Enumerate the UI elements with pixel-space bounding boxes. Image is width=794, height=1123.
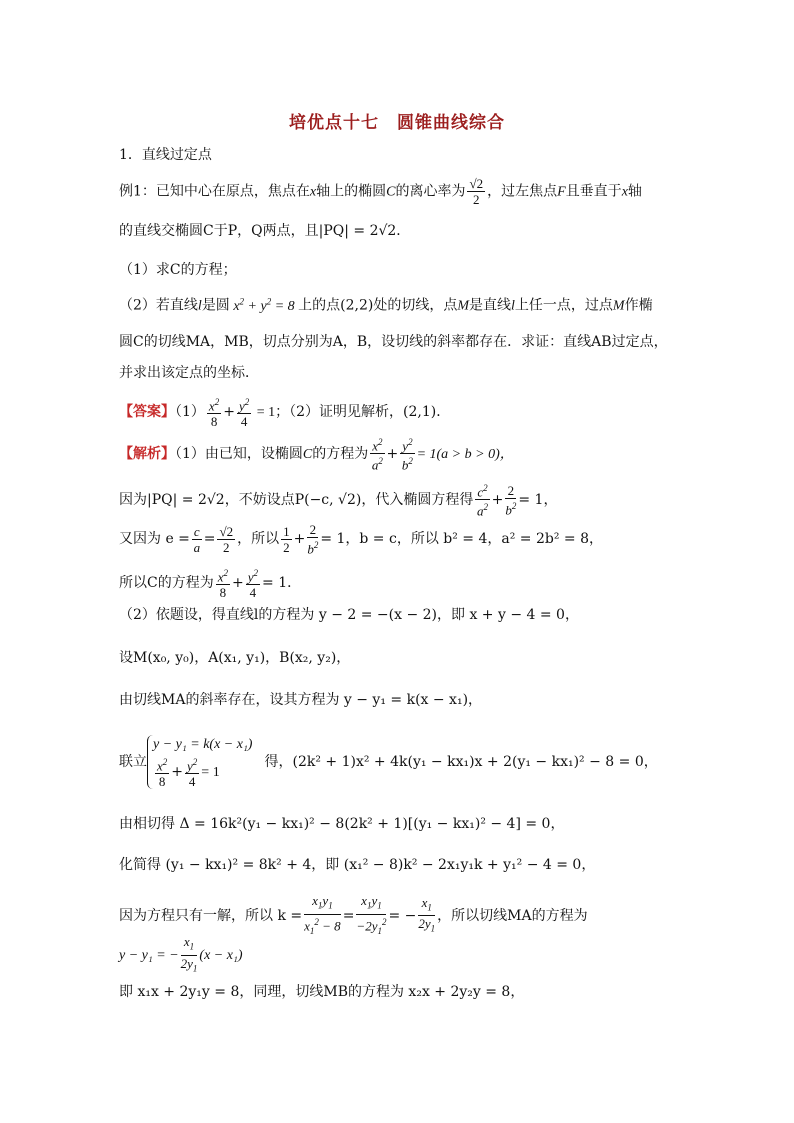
problem-line-1: 例1：已知中心在原点，焦点在x轴上的椭圆C的离心率为 $\frac{√2}{2}$ ，过左焦点F且垂直于x轴	[119, 176, 642, 207]
analysis-line-12: y − y₁ = − $\frac{x_1}{2y_1}$ (x − x₁)	[119, 934, 243, 974]
q2-text: 是圆	[201, 297, 230, 314]
analysis-line-8	[119, 735, 658, 789]
q2-text: （2）若直线	[119, 297, 198, 314]
problem-text: 轴	[627, 183, 642, 200]
analysis-text: y − y₁ = −	[119, 948, 179, 964]
analysis-line-6: 设M(x₀, y₀)，A(x₁, y₁)，B(x₂, y₂)，	[119, 650, 351, 666]
analysis-line-4: 所以C的方程为 $\frac{x^2}{8}$ + $\frac{y^2}{4}$ = 1．	[119, 568, 302, 601]
problem-label: 例1：	[119, 183, 156, 200]
analysis-line-5: （2）依题设，得直线l的方程为 y − 2 = −(x − 2)，即 x + y − 4 = 0，	[119, 607, 579, 623]
analysis-line-3: 又因为 e = $\frac{c}{a}$ = $\frac{√2}{2}$ ，所以 $\frac{1}{2}$ + $\frac{2}{b^2}$ = 1，b = c，所以 b² = 4，a² = 2b² = 8，	[119, 522, 604, 557]
analysis-text: 得，(2k² + 1)x² + 4k(y₁ − kx₁)x + 2(y₁ − kx₁)² − 8 = 0，	[264, 754, 658, 771]
problem-text: ，过左焦点	[487, 183, 558, 200]
analysis-tag: 【解析】	[119, 445, 175, 462]
answer-line: 【答案】（1） $\frac{x^2}{8}$ + $\frac{y^2}{4}$ = 1；（2）证明见解析，(2,1)．	[119, 397, 451, 430]
q2-text: 上任一点，过点	[514, 297, 613, 314]
question-2-line-2: 圆C的切线MA，MB，切点分别为A，B，设切线的斜率都存在．求证：直线AB过定点，	[119, 334, 668, 350]
system-eq-2: = 1	[201, 765, 220, 781]
analysis-line-11: 因为方程只有一解，所以 k = $\frac{x_1y_1}{x_1^2 - 8}$ = $\frac{x_1y_1}{-2y_1^2}$ = − $\frac{x_1}{2y_1}$ ，所以切线MA的方程为	[119, 893, 588, 936]
analysis-text: (x − x₁)	[199, 948, 243, 964]
q2-text: 作椭	[624, 297, 653, 314]
equation-system: y − y₁ = k(x − x₁) $\frac{x^2}{8}$ + $\frac{y^2}{4}$ = 1	[147, 735, 252, 789]
page-title: 培优点十七 圆锥曲线综合	[289, 113, 505, 133]
answer-text: （1）	[175, 404, 205, 421]
analysis-line-10: 化简得 (y₁ − kx₁)² = 8k² + 4，即 (x₁² − 8)k² − 2x₁y₁k + y₁² − 4 = 0，	[119, 857, 596, 873]
analysis-line-2: 因为|PQ| = 2√2，不妨设点P(−c, √2)，代入椭圆方程得 $\frac{c^2}{a^2}$ + $\frac{2}{b^2}$ = 1，	[119, 482, 558, 519]
system-eq-1: y − y₁ = k(x − x₁)	[153, 737, 253, 752]
analysis-text: 又因为 e =	[119, 531, 190, 548]
analysis-text: = 1(a > b > 0)，	[416, 446, 514, 462]
analysis-text: 因为方程只有一解，所以 k =	[119, 907, 303, 924]
eccentricity-fraction: $\frac{√2}{2}$	[469, 176, 484, 207]
answer-tag: 【答案】	[119, 404, 175, 421]
analysis-line-13: 即 x₁x + 2y₁y = 8，同理，切线MB的方程为 x₂x + 2y₂y = 8，	[119, 984, 525, 1000]
question-2-line-1: （2）若直线l是圆 $x^2 + y^2 = 8$ 上的点(2,2)处的切线，点M是直线l上任一点，过点M作椭	[119, 296, 653, 314]
analysis-text: ，所以	[237, 531, 280, 548]
analysis-text: = 1．	[262, 575, 302, 592]
analysis-text: 联立	[119, 754, 147, 771]
analysis-text: 因为|PQ| = 2√2，不妨设点P(−c, √2)，代入椭圆方程得	[119, 491, 474, 508]
section-heading: 1．直线过定点	[119, 147, 212, 163]
problem-text: 已知中心在原点，焦点在	[155, 183, 310, 200]
problem-line-2: 的直线交椭圆C于P，Q两点，且|PQ| = 2√2．	[119, 223, 411, 239]
problem-text: 轴上的椭圆	[316, 183, 387, 200]
q2-text: 是直线	[469, 297, 512, 314]
q2-text: 上的点(2,2)处的切线，点	[298, 297, 458, 314]
analysis-text: = 1，	[518, 491, 558, 508]
problem-text: 且垂直于	[565, 183, 622, 200]
answer-text: ；（2）证明见解析，(2,1)．	[275, 404, 451, 421]
question-1: （1）求C的方程；	[119, 262, 237, 278]
analysis-line-1: 【解析】（1）由已知，设椭圆C的方程为 $\frac{x^2}{a^2}$ + $\frac{y^2}{b^2}$ = 1(a > b > 0)，	[119, 437, 514, 473]
analysis-text: = 1，b = c，所以 b² = 4，a² = 2b² = 8，	[320, 531, 604, 548]
analysis-text: 的方程为	[312, 445, 369, 462]
question-2-line-3: 并求出该定点的坐标．	[119, 365, 259, 381]
analysis-text: 所以C的方程为	[119, 575, 214, 592]
analysis-line-7: 由切线MA的斜率存在，设其方程为 y − y₁ = k(x − x₁)，	[119, 692, 483, 708]
analysis-line-9: 由相切得 Δ = 16k²(y₁ − kx₁)² − 8(2k² + 1)[(y₁ − kx₁)² − 4] = 0，	[119, 816, 565, 832]
problem-text: 的离心率为	[395, 183, 466, 200]
analysis-text: ，所以切线MA的方程为	[437, 907, 588, 924]
analysis-text: （1）由已知，设椭圆	[175, 445, 303, 462]
